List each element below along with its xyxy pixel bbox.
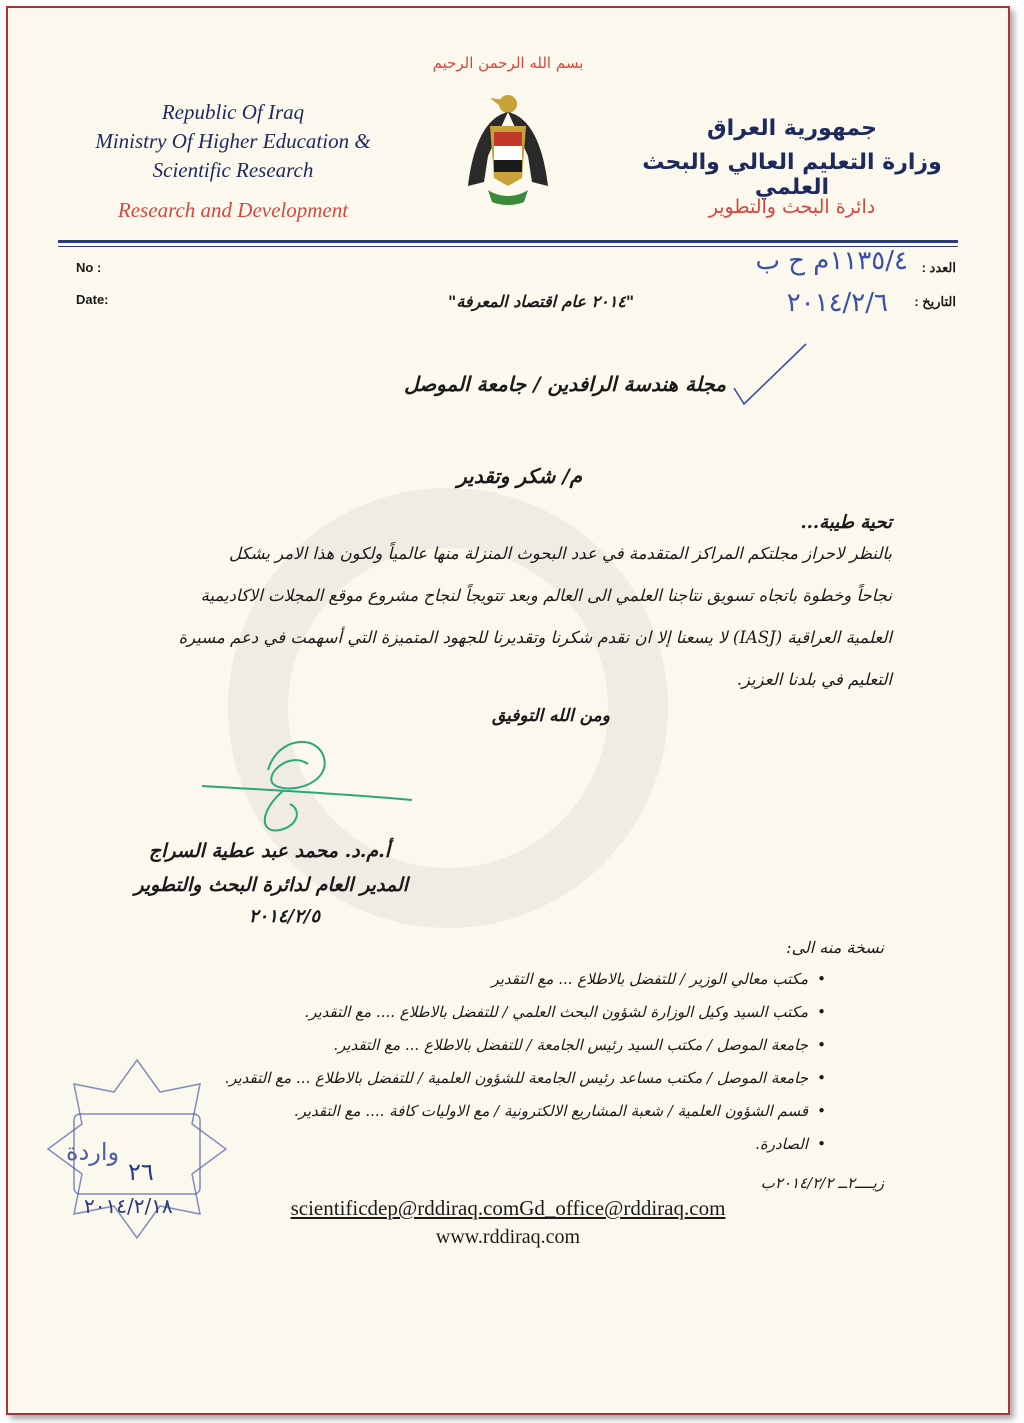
ar-date-label: التاريخ : <box>914 294 956 309</box>
no-label: No : <box>76 260 102 275</box>
stamp-label: واردة <box>66 1138 120 1166</box>
list-item: •الصادرة. <box>755 1135 826 1153</box>
copies-heading: نسخة منه الى: <box>786 938 884 957</box>
handwritten-date: ٢٠١٤/٢/٦ <box>786 288 888 318</box>
list-item: •مكتب السيد وكيل الوزارة لشؤون البحث العلمي / للتفضل بالاطلاع .... مع التقدير. <box>304 1003 826 1021</box>
list-item: •مكتب معالي الوزير / للتفضل بالاطلاع ... مع التقدير <box>491 970 826 988</box>
body-line: بالنظر لاحراز مجلتكم المراكز المتقدمة في عدد البحوث المنزلة منها عالمياً ولكون هذا الامر يشكل <box>229 544 892 563</box>
footer-email[interactable]: scientificdep@rddiraq.comGd_office@rddiraq.com <box>290 1196 726 1220</box>
body-line: التعليم في بلدنا العزيز. <box>736 670 892 689</box>
signatory-date: ٢٠١٤/٢/٥ <box>248 906 320 927</box>
handwritten-number: ١١٣٥/٤م ح ب <box>755 246 908 276</box>
stamp-number: ٢٦ <box>128 1158 154 1186</box>
en-ministry: Ministry Of Higher Education & <box>95 129 371 153</box>
subject: م/ شكر وتقدير <box>457 464 582 488</box>
letter-page <box>6 6 1010 1415</box>
ar-department: دائرة البحث والتطوير <box>708 196 876 218</box>
list-item: •جامعة الموصل / مكتب السيد رئيس الجامعة / للتفضل بالاطلاع ... مع التقدير. <box>333 1036 826 1054</box>
iraq-eagle-emblem-icon <box>460 86 556 212</box>
ar-no-label: العدد : <box>921 260 956 275</box>
greeting: تحية طيبة... <box>800 512 892 533</box>
recipient: مجلة هندسة الرافدين / جامعة الموصل <box>404 372 726 396</box>
ar-ministry: وزارة التعليم العالي والبحث العلمي <box>642 150 942 200</box>
footer-website[interactable]: www.rddiraq.com <box>435 1226 581 1248</box>
ar-republic: جمهورية العراق <box>707 116 877 141</box>
en-republic: Republic Of Iraq <box>161 100 305 124</box>
closing: ومن الله التوفيق <box>492 706 610 726</box>
stamp-date: ٢٠١٤/٢/١٨ <box>84 1194 173 1218</box>
check-mark-icon <box>730 340 810 410</box>
signatory-title: المدير العام لدائرة البحث والتطوير <box>134 874 408 896</box>
slogan: "٢٠١٤ عام اقتصاد المعرفة" <box>448 292 635 311</box>
list-item: •قسم الشؤون العلمية / شعبة المشاريع الالكترونية / مع الاوليات كافة .... مع التقدير. <box>293 1102 826 1120</box>
date-label: Date: <box>76 292 109 307</box>
en-department: Research and Development <box>117 198 349 222</box>
header-rule <box>58 240 958 243</box>
en-scientific-research: Scientific Research <box>152 158 314 182</box>
basmala: بسم الله الرحمن الرحيم <box>432 54 584 72</box>
reference-code: زيــــ٢ــ ٢٠١٤/٢/٢ب <box>760 1174 884 1192</box>
signatory-name: أ.م.د. محمد عبد عطية السراج <box>148 840 390 862</box>
list-item: •جامعة الموصل / مكتب مساعد رئيس الجامعة للشؤون العلمية / للتفضل بالاطلاع ... مع التقدير. <box>224 1069 826 1087</box>
body-line: نجاحاً وخطوة باتجاه تسويق نتاجنا العلمي الى العالم وبعد تتويجاً لنجاح مشروع موقع المجلات الاكاديمية <box>200 586 892 605</box>
handwritten-signature <box>198 730 418 840</box>
body-line: العلمية العراقية (IASJ) لا يسعنا إلا ان نقدم شكرنا وتقديرنا للجهود المتميزة التي أسهمت في دعم مسيرة <box>178 628 892 647</box>
